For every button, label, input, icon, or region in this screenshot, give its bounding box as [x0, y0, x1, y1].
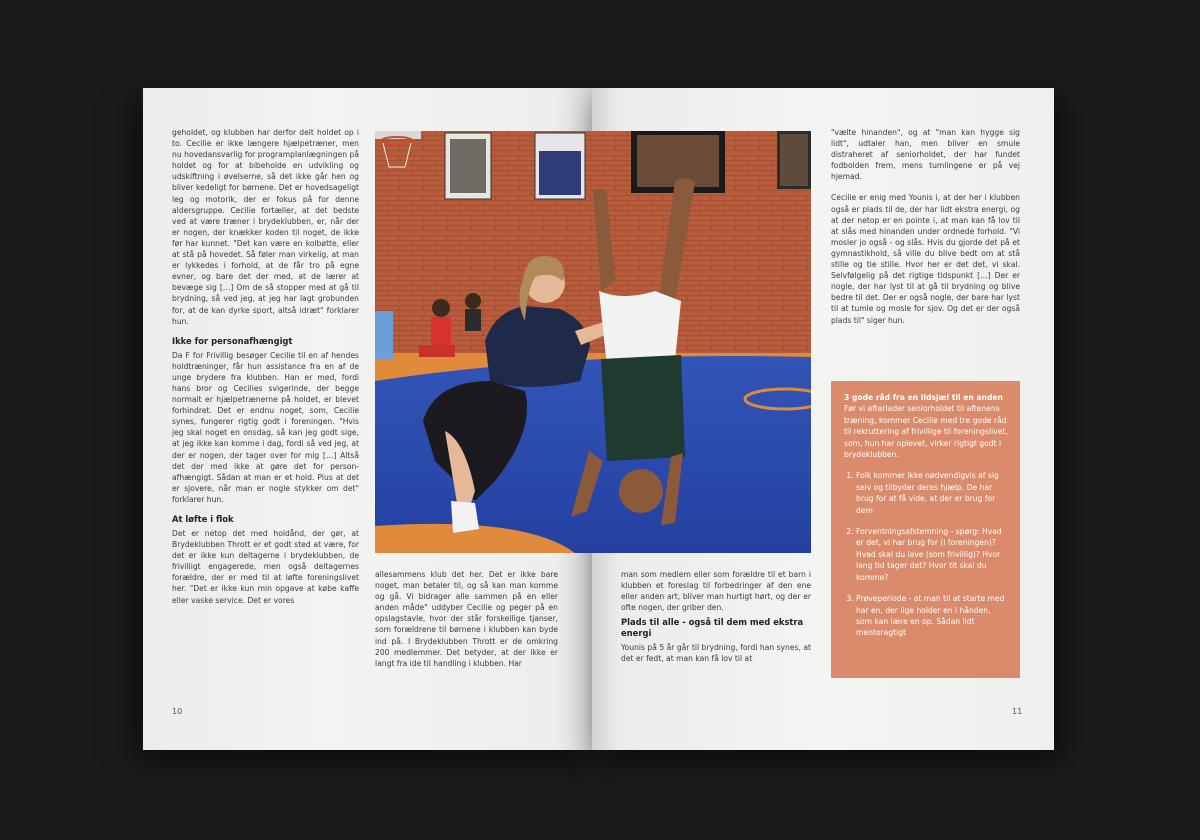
column-3 [621, 569, 811, 671]
tips-list [844, 470, 1008, 638]
callout-title: 3 gode råd fra en ildsjæl til en anden [844, 393, 1003, 402]
tip-item: 2. Forventningsafstemning - spørg: Hvad er det, vi har brug for (i foreningen)? Hvad skal du lave (som frivillig)? Hvor lang tid tager det? Hvor tit skal du komme? [856, 526, 1008, 583]
column-3-paragraph-1: man som medlem eller som forældre til et barn i klubben et foreslag til forbedringer af den ene eller anden art, bliver man hurtigt hørt, og der er ofte nogen, der griber den. [621, 570, 811, 613]
subheading-ikke-for-personafhaengigt: Ikke for personafhængigt [172, 335, 293, 346]
subheading-plads-til-alle: Plads til alle - også til dem med ekstra energi [621, 617, 804, 639]
subheading-at-lofte-i-flok: At løfte i flok [172, 514, 234, 524]
photo-illustration [375, 131, 811, 553]
column-2-paragraph: allesammens klub det her. Det er ikke bare noget, man betaler til, og så kan man komme og gå. Vi bidrager alle sammen på en eller anden måde" uddyber Cecilie og peger på en opslagstavle, hvor der står forskellige tjanser, som forældrene til børnene i klubben kan byde ind på. I Brydeklubben Thrott er de omkring 200 medlemmer. Det betyder, at der ikke er langt fra ide til handling i klubben. Har [375, 570, 558, 668]
column-4-paragraph-2: Cecilie er enig med Younis i, at der her i klubben også er plads til de, der har lidt ekstra energi, og at der netop er en pointe i, at man kan få lov til at slås med hinanden under ordnede forhold. "Vi mosler jo også - og slås. Hvis du gjorde det på et gymnastikhold, så ville du blive bedt om at stå stille og tie stille. Hvor her er det det, vi skal. Selvfølgelig på det rigtige tidspunkt […] Der er nogle, der har lyst til at gå til brydning og blive bedre til det. Der er også nogle, der bare har lyst til at tumle og mosle for sjov. Og det er der også plads til" siger hun. [831, 193, 1020, 325]
callout-intro: Før vi efterlader seniorholdet til aftenens træning, kommer Cecilie med tre gode råd til rekruttering af frivillige til foreningslivet, som, hun har oplevet, virker rigtigt godt i brydeklubben. [844, 404, 1008, 460]
column-3-paragraph-2: Younis på 5 år går til brydning, fordi han synes, at det er fedt, at man kan få lov til at [621, 643, 811, 664]
tip-item: 3. Prøveperiode - at man til at starte med har en, der lige holder en i hånden, som kan lære en op. Sådan lidt mentoragtigt [856, 593, 1008, 639]
column-4 [831, 127, 1020, 332]
column-4-paragraph-1: "vælte hinanden", og at "man kan hygge sig lidt", udtaler han, men bliver en smule distraheret af seniorholdet, der har fundet fodbolden frem, mens tumlingene er på vej hjemad. [831, 128, 1020, 182]
tip-item: 1. Folk kommer ikke nødvendigvis af sig selv og tilbyder deres hjælp. De har brug for at få vide, at der er brug for dem [856, 470, 1008, 516]
tips-callout-box [831, 381, 1020, 678]
page-number-right: 11 [1012, 707, 1023, 716]
column-2 [375, 569, 558, 675]
column-1-paragraph-3: Det er netop det med holdånd, der gør, at Brydeklubben Thrott er et godt sted at være, for det er ikke kun deltagerne i brydeklubben, de frivilligt engagerede, men også deltagernes forældre, der er med til at løfte foreningslivet her. "Det er ikke kun min opgave at købe kaffe eller vaske service. Det er vores [172, 529, 359, 605]
wrestling-training-photo [375, 131, 811, 553]
column-1-paragraph-2: Da F for Frivillig besøger Cecilie til en af hendes holdtræninger, får hun assistance fra en af de unge brydere fra klubben. Han er med, fordi hans bror og Cecilies svigerinde, der begge normalt er hjælpetrænerne på holdet, er blevet forhindret. Det er endnu noget, som, Cecilie synes, fungerer rigtig godt i foreningen. "Hvis jeg skal noget en onsdag, så kan jeg godt sige, at jeg ikke kan komme i dag, fordi så ved jeg, at der er nogen, der tager over for mig […] Altså det der med ikke at gøre det for person- afhængigt. Sådan at man er et hold. Plus at det er sjovere, når man er nogle stykker om det" forklarer hun. [172, 350, 359, 504]
column-1-paragraph-1: geholdet, og klubben har derfor delt holdet op i to. Cecilie er ikke længere hjælpetræner, men nu hovedansvarlig for programplanlægningen på holdet og for at bibeholde en udvikling og udskiftning i øvelserne, så det ikke går hen og bliver kedeligt for børnene. Det er hovedsageligt leg og motorik, der er fokus på for denne aldersgruppe. Cecilie fortæller, at det bedste ved at være træner i brydeklubben, er, når der er nogen, der knækker koden til noget, de ikke før har kunnet. "Det kan være en kolbøtte, eller at stå på hovedet. Så føler man virkelig, at man er lykkedes i forhold, at de får tro på egne evner, og bare det der med, at de lærer at bevæge sig […] Om de så stopper med at gå til brydning, så ved jeg, at jeg har lagt grobunden for, at de kan dyrke sport, altså idræt" forklarer hun. [172, 128, 359, 326]
column-1 [172, 127, 359, 612]
page-number-left: 10 [172, 707, 183, 716]
